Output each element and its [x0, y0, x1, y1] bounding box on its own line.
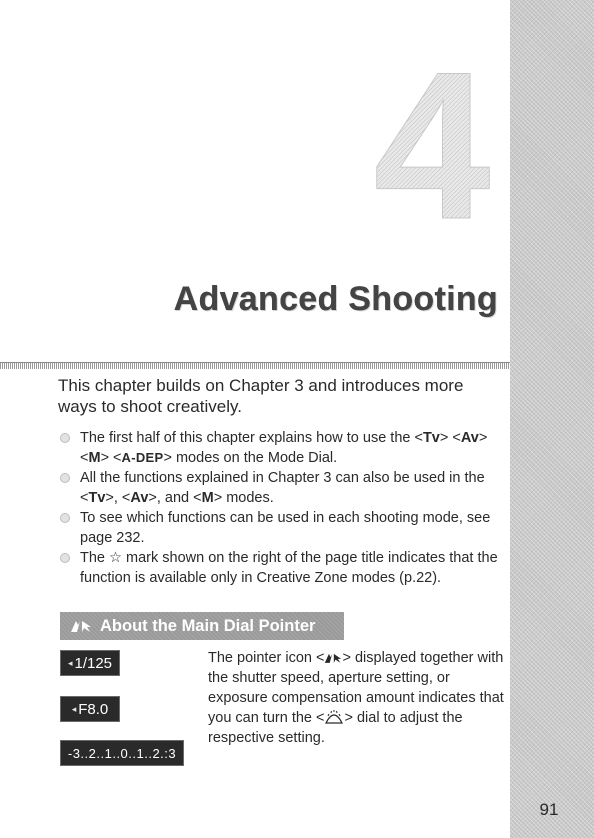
- shutter-speed-value: 1/125: [74, 654, 113, 672]
- lcd-shutter-speed: [60, 650, 120, 676]
- main-dial-pointer-icon: ◂: [67, 657, 73, 668]
- mode-m: M: [88, 450, 101, 466]
- pointer-description: The pointer icon < > displayed together with the shutter speed, aperture setting, or exposure compensation amount indicates that you can turn the < > dial to adjust the respective setting.: [208, 650, 504, 746]
- list-item: The first half of this chapter explains how to use the <Tv> <Av> <M> <A-DEP> modes on the Mode Dial.: [58, 428, 500, 468]
- exposure-scale-value: -3..2..1..0..1..2.:3: [67, 745, 177, 761]
- mode-m: M: [201, 490, 214, 506]
- section-header: [60, 612, 344, 640]
- lcd-aperture: [60, 696, 120, 722]
- chapter-number-graphic: [372, 50, 492, 230]
- section-title: About the Main Dial Pointer: [100, 616, 316, 635]
- bullet-icon: [60, 553, 70, 563]
- mode-tv: Tv: [422, 430, 440, 446]
- bullet-icon: [60, 513, 70, 523]
- mode-av: Av: [130, 490, 149, 506]
- mode-tv: Tv: [88, 490, 106, 506]
- lcd-exposure-scale: [60, 740, 184, 766]
- page-number: 91: [539, 800, 559, 819]
- main-dial-pointer-icon: ◂: [71, 703, 77, 714]
- chapter-overview-list: [58, 428, 500, 588]
- chapter-title: Advanced Shooting: [173, 280, 498, 318]
- main-dial-pointer-icon: [324, 652, 342, 664]
- list-item: All the functions explained in Chapter 3 can also be used in the <Tv>, <Av>, and <M> modes.: [58, 468, 500, 508]
- chapter-number: 4: [373, 50, 491, 230]
- mode-a-dep: A-DEP: [121, 450, 164, 465]
- chapter-intro: This chapter builds on Chapter 3 and introduces more ways to shoot creatively.: [58, 376, 464, 416]
- creative-zone-star-icon: ☆: [109, 550, 123, 566]
- bullet-icon: [60, 433, 70, 443]
- main-dial-pointer-icon: [70, 619, 92, 633]
- main-dial-icon: [324, 710, 344, 724]
- aperture-value: F8.0: [78, 700, 109, 718]
- list-item: To see which functions can be used in each shooting mode, see page 232.: [58, 508, 500, 548]
- title-divider: [0, 362, 510, 369]
- list-item: The ☆ mark shown on the right of the page title indicates that the function is available only in Creative Zone modes (p.22).: [58, 548, 500, 588]
- mode-av: Av: [460, 430, 479, 446]
- bullet-icon: [60, 473, 70, 483]
- chapter-tab-sidebar: [510, 0, 594, 838]
